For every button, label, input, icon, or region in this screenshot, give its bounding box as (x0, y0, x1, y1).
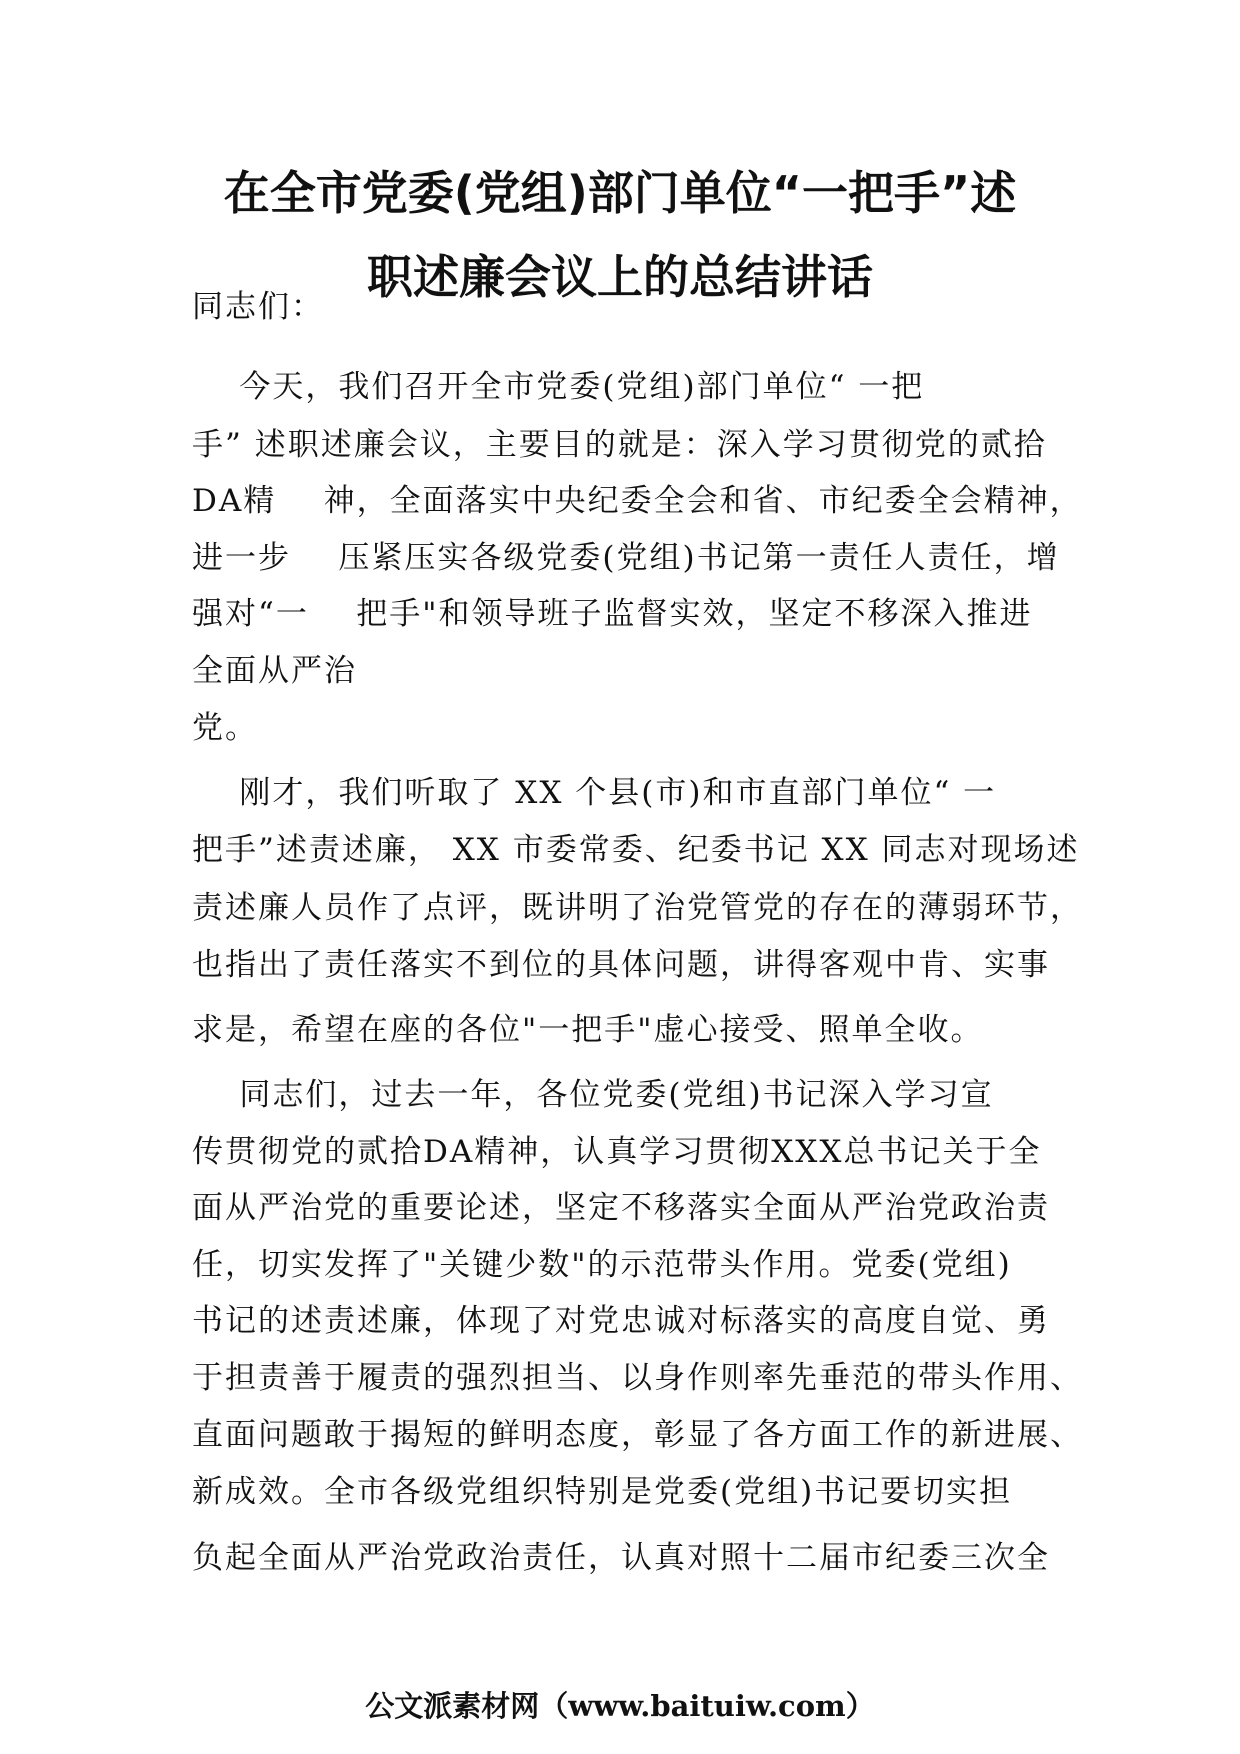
body-line: 于担责善于履责的强烈担当、以身作则率先垂范的带头作用、 (192, 1360, 1083, 1396)
body-line: 同志们： (192, 289, 324, 325)
body-line: 也指出了责任落实不到位的具体问题，讲得客观中肯、实事 (192, 947, 1050, 983)
body-line: 把手”述责述廉， XX 市委常委、纪委书记 XX 同志对现场述 (192, 832, 1080, 868)
document-title-line-1: 在全市党委(党组)部门单位“一把手”述 (223, 166, 1017, 220)
body-line: 面从严治党的重要论述，坚定不移落实全面从严治党政治责 (192, 1190, 1050, 1226)
body-line: 手” 述职述廉会议，主要目的就是：深入学习贯彻党的贰拾 (192, 427, 1047, 463)
body-line: 负起全面从严治党政治责任，认真对照十二届市纪委三次全 (192, 1540, 1050, 1576)
body-line: 强对“一 把手"和领导班子监督实效，坚定不移深入推进 (192, 596, 1033, 632)
body-line: 责述廉人员作了点评，既讲明了治党管党的存在的薄弱环节， (192, 890, 1083, 926)
body-line: 党。 (192, 710, 258, 746)
body-line: 直面问题敢于揭短的鲜明态度，彰显了各方面工作的新进展、 (192, 1417, 1083, 1453)
body-line: 书记的述责述廉，体现了对党忠诚对标落实的高度自觉、勇 (192, 1303, 1050, 1339)
body-line: 求是，希望在座的各位"一把手"虚心接受、照单全收。 (192, 1012, 984, 1048)
body-line: 全面从严治 (192, 653, 357, 689)
body-line: 刚才，我们听取了 XX 个县(市)和市直部门单位“ 一 (192, 775, 997, 811)
body-line: 今天，我们召开全市党委(党组)部门单位“ 一把 (192, 369, 925, 405)
body-line: 同志们，过去一年，各位党委(党组)书记深入学习宣 (192, 1077, 994, 1113)
footer-watermark: 公文派素材网（www.baituiw.com） (365, 1689, 875, 1723)
document-title-line-2: 职述廉会议上的总结讲话 (367, 250, 873, 304)
body-line: 进一步 压紧压实各级党委(党组)书记第一责任人责任，增 (192, 540, 1060, 576)
body-line: 任，切实发挥了"关键少数"的示范带头作用。党委(党组) (192, 1247, 1012, 1283)
body-line: 传贯彻党的贰拾DA精神，认真学习贯彻XXX总书记关于全 (192, 1134, 1042, 1170)
body-line: DA精 神，全面落实中央纪委全会和省、市纪委全会精神， (192, 483, 1083, 519)
body-line: 新成效。全市各级党组织特别是党委(党组)书记要切实担 (192, 1474, 1013, 1510)
